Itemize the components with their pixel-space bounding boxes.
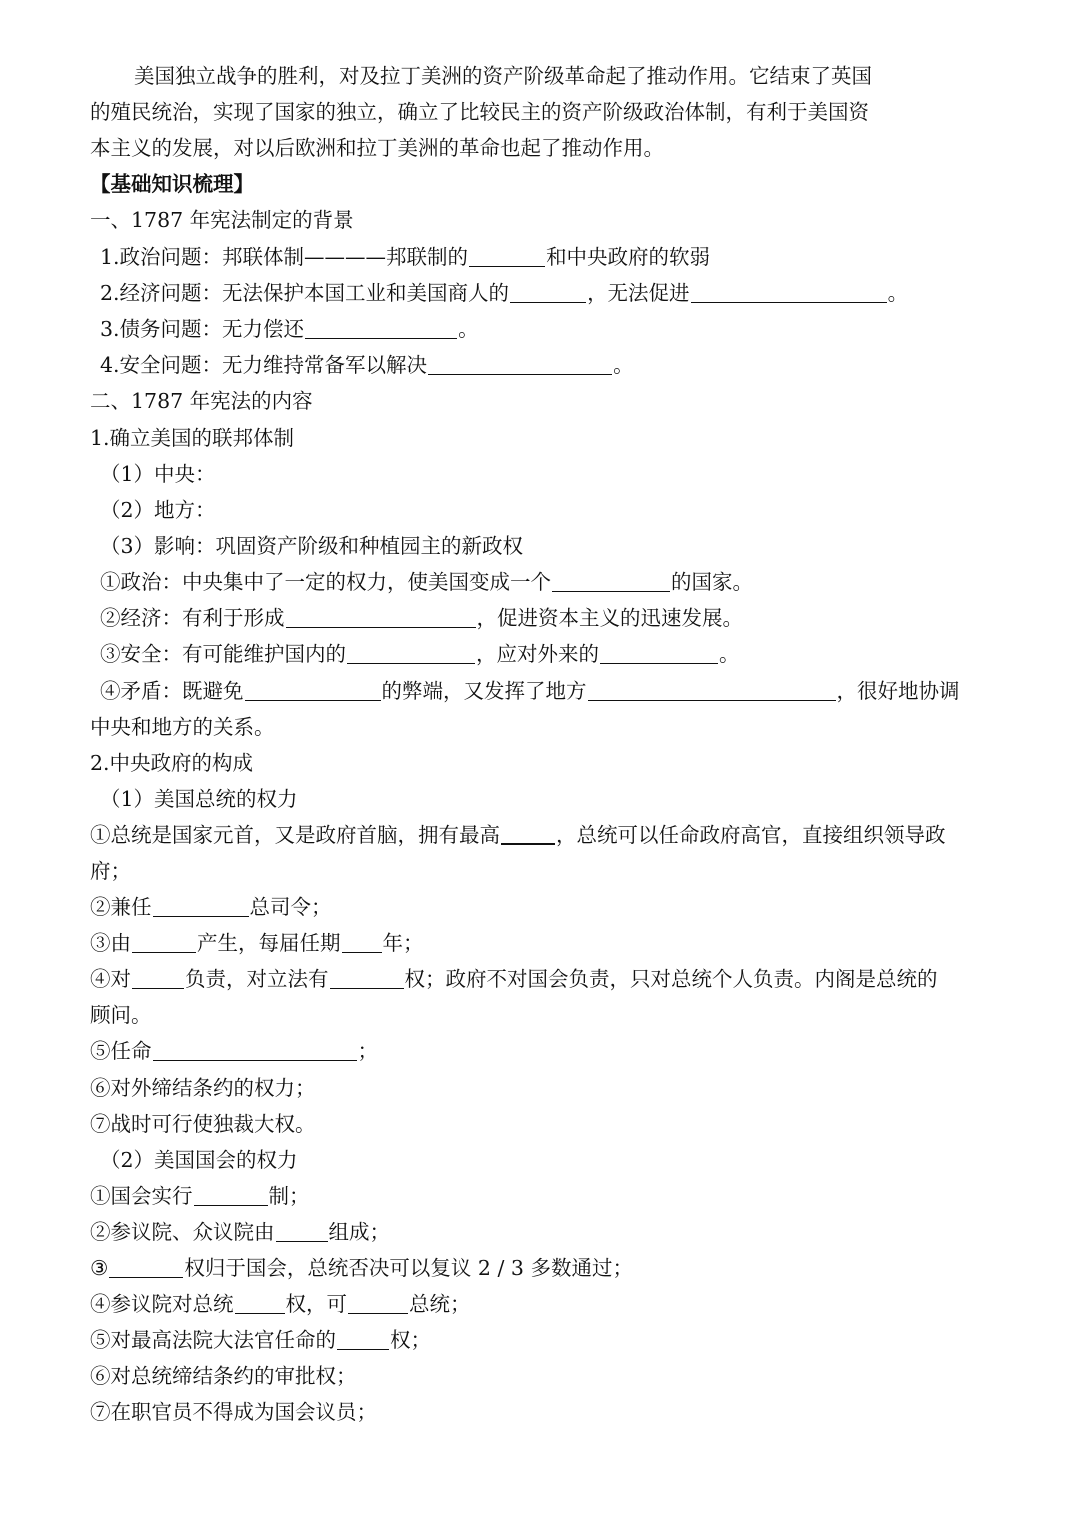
- fill-blank[interactable]: [305, 318, 457, 339]
- fill-blank[interactable]: [588, 680, 836, 701]
- sec2-point-2: （2）地方：: [100, 498, 216, 522]
- fill-blank[interactable]: [330, 968, 404, 989]
- fill-blank[interactable]: [132, 968, 184, 989]
- fill-blank[interactable]: [153, 896, 249, 917]
- sec1-item-1: 1.政治问题：邦联体制————邦联制的 和中央政府的软弱: [100, 245, 711, 269]
- sec2-sub-1: 1.确立美国的联邦体制: [90, 426, 295, 450]
- congress-power-3: ③ 权归于国会，总统否决可以复议 2 / 3 多数通过；: [90, 1256, 633, 1280]
- fill-blank[interactable]: [552, 571, 670, 592]
- congress-power-6: ⑥对总统缔结条约的审批权；: [90, 1364, 357, 1388]
- fill-blank[interactable]: [342, 932, 382, 953]
- intro-line-2: 的殖民统治，实现了国家的独立，确立了比较民主的资产阶级政治体制，有利于美国资: [90, 100, 869, 124]
- sec1-item-3: 3.债务问题：无力偿还 。: [100, 317, 479, 341]
- congress-power-4: ④参议院对总统 权，可 总统；: [90, 1292, 471, 1316]
- fill-blank[interactable]: [109, 1257, 183, 1278]
- president-power-1: ①总统是国家元首，又是政府首脑，拥有最高 ，总统可以任命政府高官，直接组织领导政: [90, 823, 946, 847]
- fill-blank[interactable]: [428, 354, 612, 375]
- president-power-4-cont: 顾问。: [90, 1003, 152, 1027]
- president-power-6: ⑥对外缔结条约的权力；: [90, 1076, 316, 1100]
- fill-blank[interactable]: [469, 246, 545, 267]
- congress-power-7: ⑦在职官员不得成为国会议员；: [90, 1400, 377, 1424]
- congress-power-2: ②参议院、众议院由 组成；: [90, 1220, 390, 1244]
- president-power-2: ②兼任 总司令；: [90, 895, 332, 919]
- fill-blank[interactable]: [348, 1293, 408, 1314]
- fill-blank[interactable]: [510, 282, 586, 303]
- president-power-4: ④对 负责，对立法有 权；政府不对国会负责，只对总统个人负责。内阁是总统的: [90, 967, 938, 991]
- sec2-sub-2: 2.中央政府的构成: [90, 751, 254, 775]
- sec1-item-2: 2.经济问题：无法保护本国工业和美国商人的 ，无法促进 。: [100, 281, 909, 305]
- fill-blank[interactable]: [245, 680, 381, 701]
- president-power-5: ⑤任命 ；: [90, 1039, 378, 1063]
- impact-politics: ①政治：中央集中了一定的权力，使美国变成一个 的国家。: [100, 570, 753, 594]
- sec2-point-3: （3）影响：巩固资产阶级和种植园主的新政权: [100, 534, 524, 558]
- sec1-title: 一、1787 年宪法制定的背景: [90, 208, 354, 232]
- fill-blank[interactable]: [153, 1040, 357, 1061]
- impact-contradiction-cont: 中央和地方的关系。: [90, 715, 275, 739]
- fill-blank[interactable]: [132, 932, 196, 953]
- intro-line-1: 美国独立战争的胜利，对及拉丁美洲的资产阶级革命起了推动作用。它结束了英国: [134, 64, 872, 88]
- fill-blank[interactable]: [286, 607, 476, 628]
- impact-contradiction: ④矛盾：既避免 的弊端，又发挥了地方 ，很好地协调: [100, 679, 960, 703]
- fill-blank[interactable]: [347, 643, 475, 664]
- president-power-3: ③由 产生，每届任期 年；: [90, 931, 424, 955]
- president-power-7: ⑦战时可行使独裁大权。: [90, 1112, 316, 1136]
- section-heading: 【基础知识梳理】: [90, 172, 254, 196]
- congress-title: （2）美国国会的权力: [100, 1148, 298, 1172]
- congress-power-5: ⑤对最高法院大法官任命的 权；: [90, 1328, 431, 1352]
- president-power-1-cont: 府；: [90, 859, 131, 883]
- fill-blank[interactable]: [337, 1329, 389, 1350]
- congress-power-1: ①国会实行 制；: [90, 1184, 310, 1208]
- fill-blank[interactable]: [600, 643, 718, 664]
- fill-blank[interactable]: [691, 282, 887, 303]
- sec2-title: 二、1787 年宪法的内容: [90, 389, 313, 413]
- impact-security: ③安全：有可能维护国内的 ，应对外来的 。: [100, 642, 740, 666]
- fill-blank[interactable]: [501, 823, 555, 845]
- president-title: （1）美国总统的权力: [100, 787, 298, 811]
- sec2-point-1: （1）中央：: [100, 462, 216, 486]
- impact-economy: ②经济：有利于形成 ，促进资本主义的迅速发展。: [100, 606, 743, 630]
- fill-blank[interactable]: [235, 1293, 285, 1314]
- intro-line-3: 本主义的发展，对以后欧洲和拉丁美洲的革命也起了推动作用。: [90, 136, 664, 160]
- fill-blank[interactable]: [276, 1221, 328, 1242]
- fill-blank[interactable]: [194, 1185, 268, 1206]
- sec1-item-4: 4.安全问题：无力维持常备军以解决 。: [100, 353, 634, 377]
